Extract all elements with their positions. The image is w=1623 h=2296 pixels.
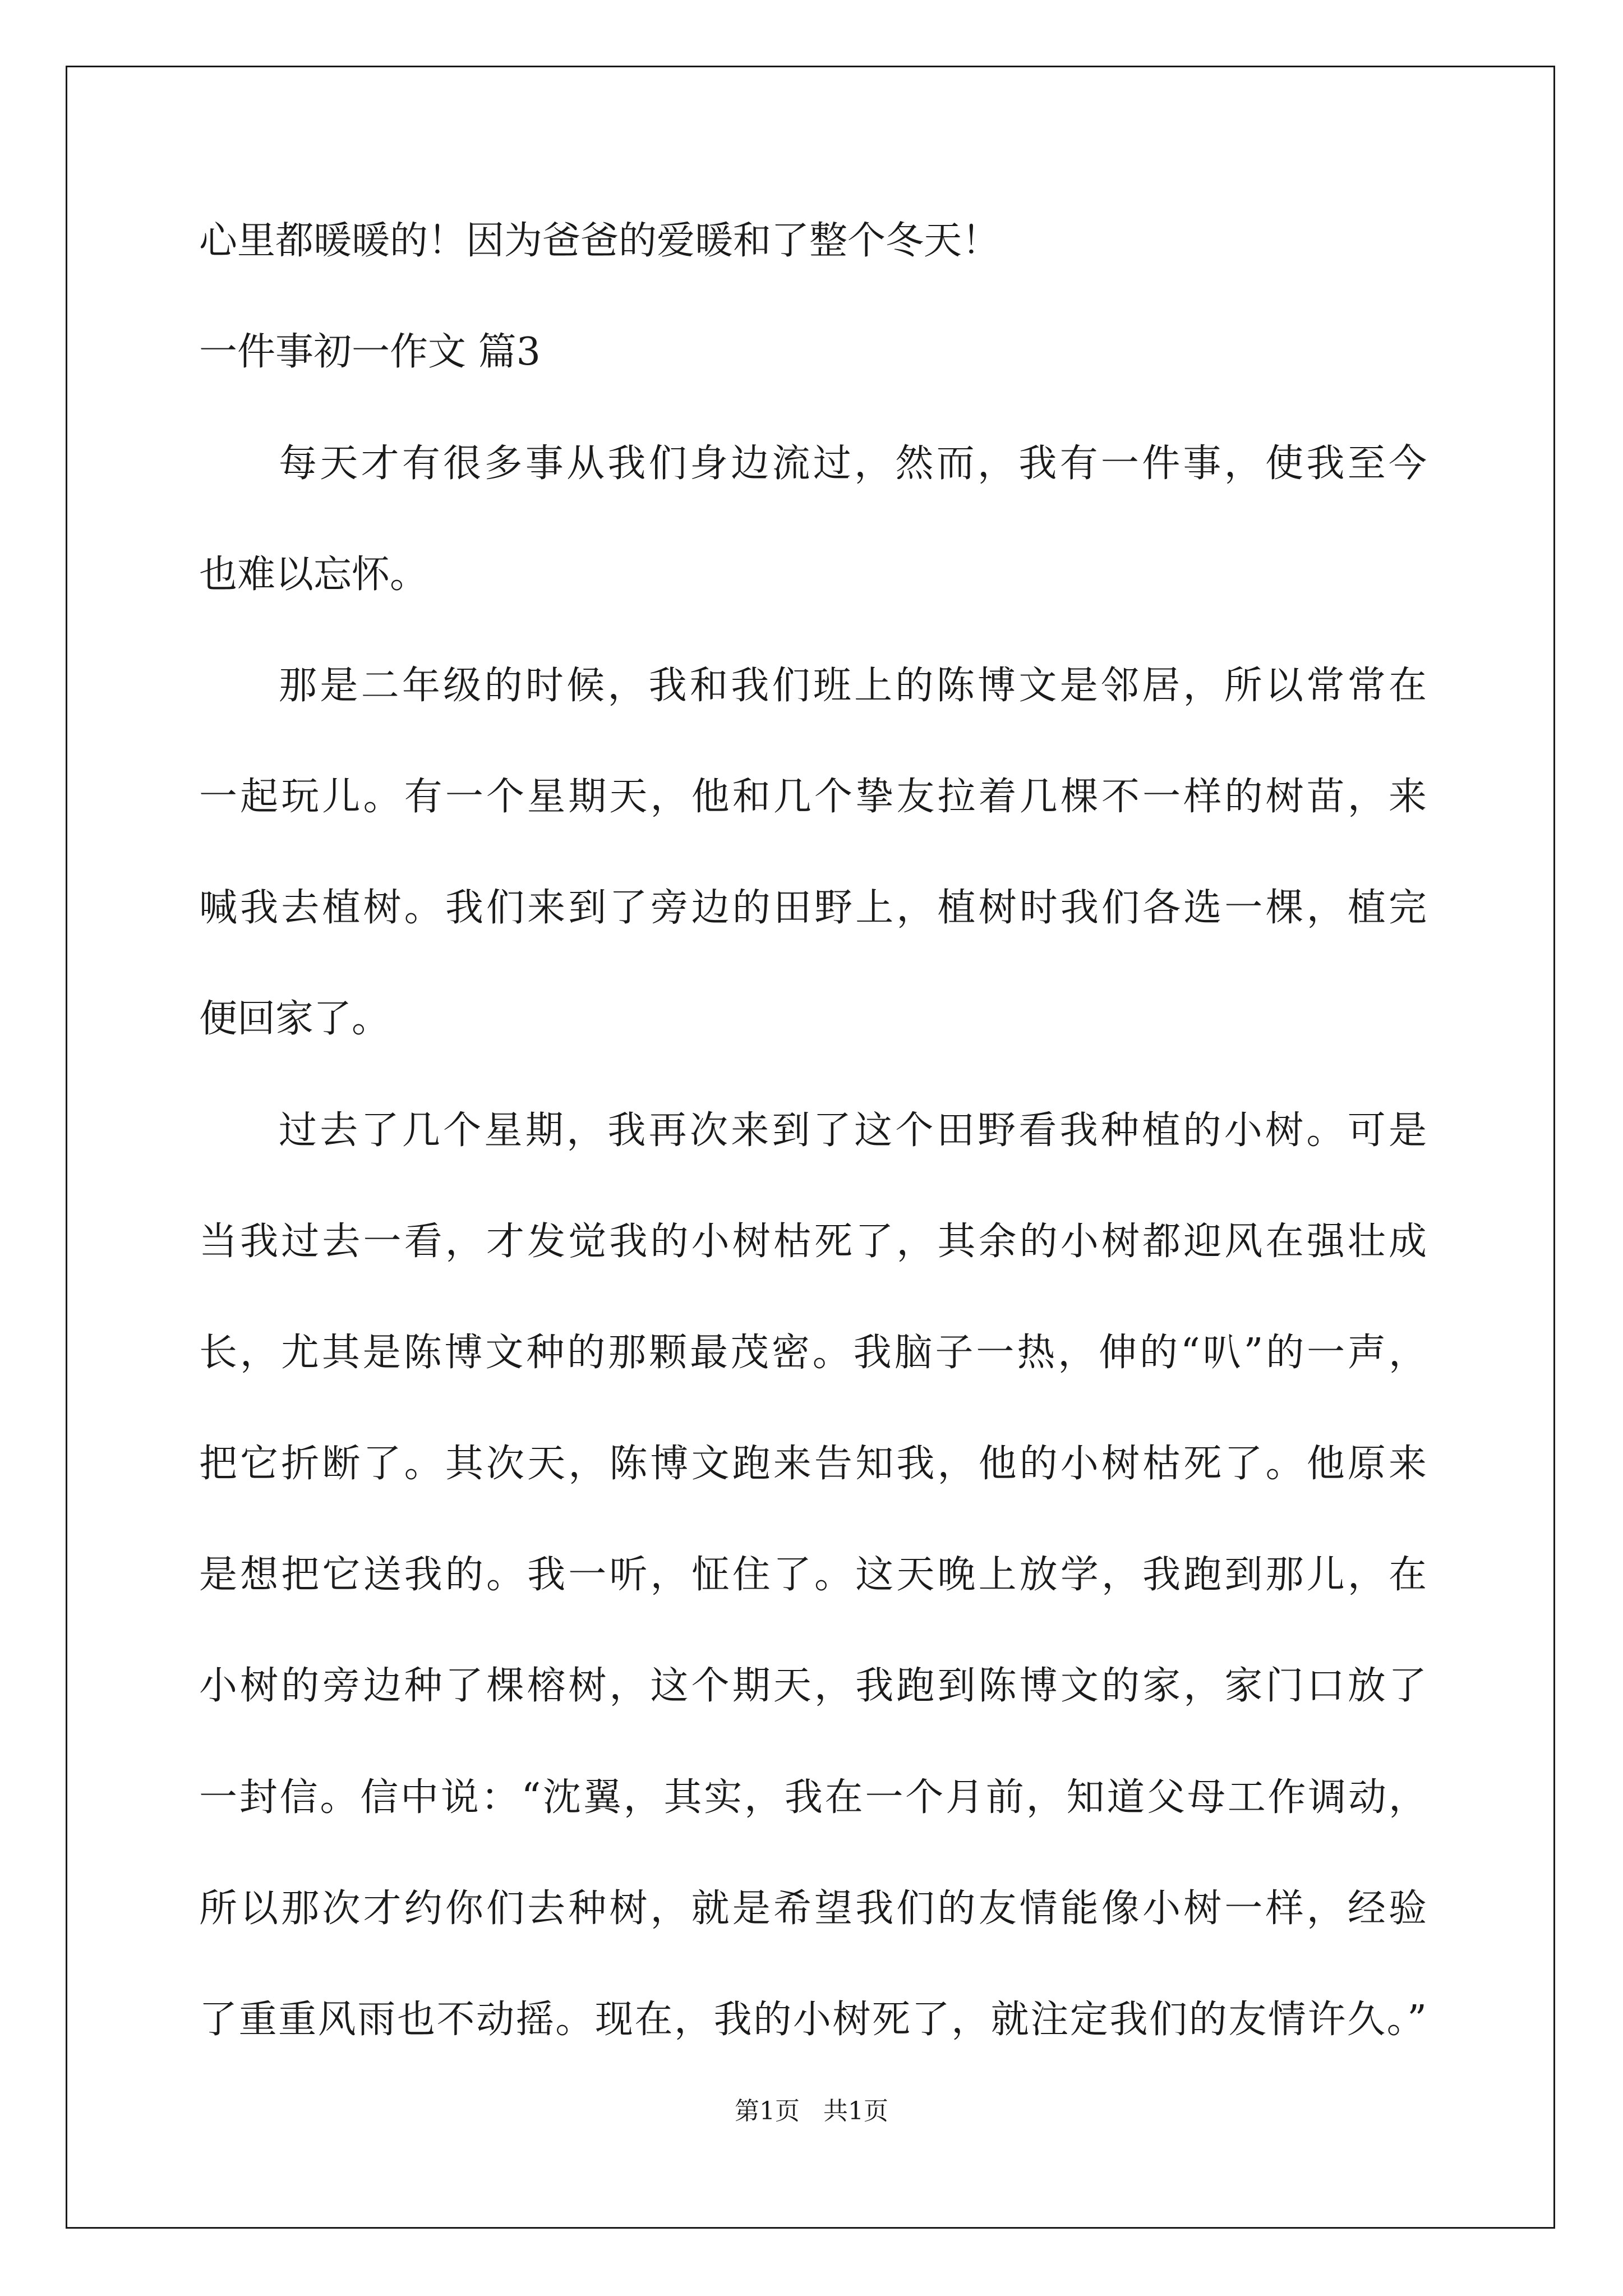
text-line: 把它折断了。其次天，陈博文跑来告知我，他的小树枯死了。他原来 (199, 1442, 1427, 1486)
text-line: 心里都暖暖的！因为爸爸的爱暖和了整个冬天！ (199, 219, 1000, 263)
text-line: 也难以忘怀。 (199, 553, 428, 597)
text-line: 一封信。信中说：“沈翼，其实，我在一个月前，知道父母工作调动， (199, 1775, 1427, 1820)
text-line: 是想把它送我的。我一听，怔住了。这天晚上放学，我跑到那儿，在 (199, 1553, 1427, 1597)
text-line: 了重重风雨也不动摇。现在，我的小树死了，就注定我们的友情许久。” (199, 1998, 1427, 2042)
text-line: 一起玩儿。有一个星期天，他和几个挚友拉着几棵不一样的树苗，来 (199, 775, 1427, 819)
text-line: 每天才有很多事从我们身边流过，然而，我有一件事，使我至今 (279, 441, 1427, 486)
text-line: 喊我去植树。我们来到了旁边的田野上，植树时我们各选一棵，植完 (199, 886, 1427, 930)
text-line: 过去了几个星期，我再次来到了这个田野看我种植的小树。可是 (279, 1108, 1427, 1153)
text-line: 那是二年级的时候，我和我们班上的陈博文是邻居，所以常常在 (279, 664, 1427, 708)
text-line: 便回家了。 (199, 997, 390, 1041)
page-number-footer: 第1页 共1页 (735, 2097, 888, 2125)
text-line: 小树的旁边种了棵榕树，这个期天，我跑到陈博文的家，家门口放了 (199, 1664, 1427, 1708)
text-line: 当我过去一看，才发觉我的小树枯死了，其余的小树都迎风在强壮成 (199, 1220, 1427, 1264)
section-heading: 一件事初一作文 篇3 (199, 330, 541, 374)
text-line: 长，尤其是陈博文种的那颗最茂密。我脑子一热，伸的“叭”的一声， (199, 1331, 1427, 1375)
text-line: 所以那次才约你们去种树，就是希望我们的友情能像小树一样，经验 (199, 1887, 1427, 1931)
